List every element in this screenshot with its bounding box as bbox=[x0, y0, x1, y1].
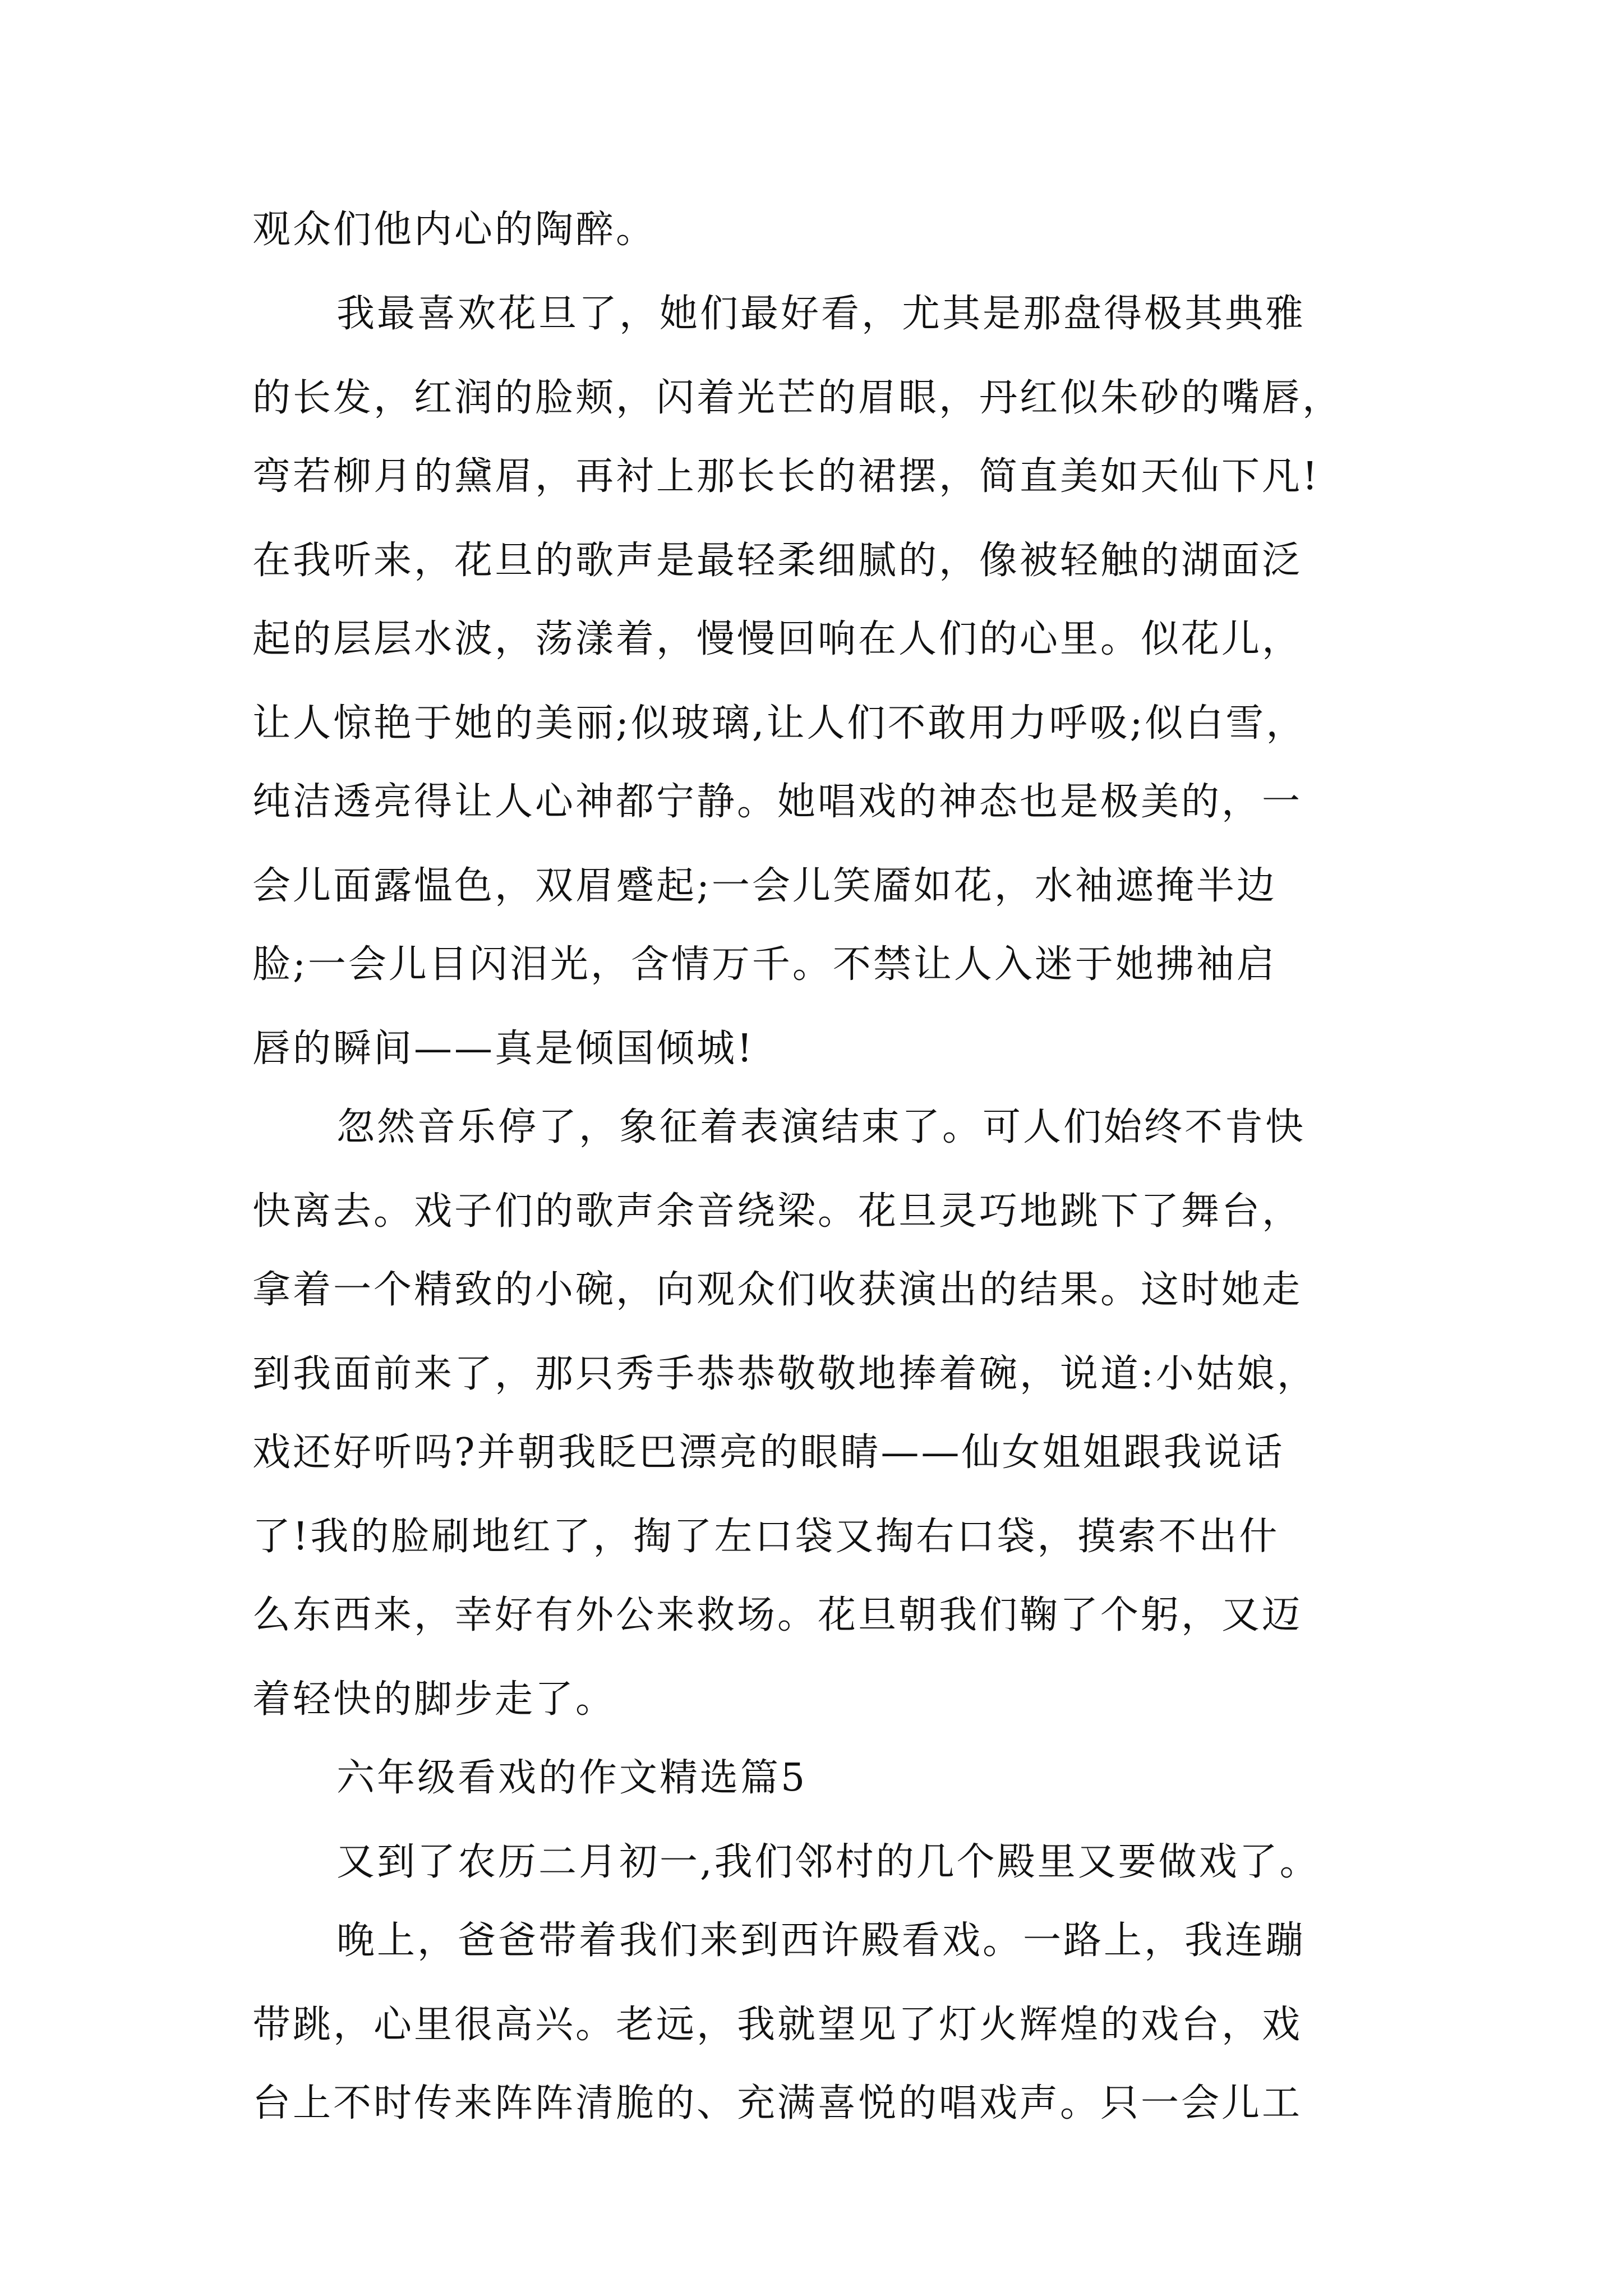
text-line: 弯若柳月的黛眉，再衬上那长长的裙摆，简直美如天仙下凡! bbox=[252, 454, 1320, 499]
paragraph-start: 忽然音乐停了，象征着表演结束了。可人们始终不肯快 bbox=[336, 1105, 1306, 1149]
text-line: 了!我的脸刷地红了，掏了左口袋又掏右口袋，摸索不出什 bbox=[252, 1515, 1280, 1559]
text-line: 带跳，心里很高兴。老远，我就望见了灯火辉煌的戏台，戏 bbox=[252, 2003, 1303, 2047]
text-line: 脸;一会儿目闪泪光，含情万千。不禁让人入迷于她拂袖启 bbox=[252, 942, 1277, 987]
text-line: 起的层层水波，荡漾着，慢慢回响在人们的心里。似花儿， bbox=[252, 617, 1303, 661]
text-line: 的长发，红润的脸颊，闪着光芒的眉眼，丹红似朱砂的嘴唇， bbox=[252, 376, 1343, 420]
paragraph-start: 我最喜欢花旦了，她们最好看，尤其是那盘得极其典雅 bbox=[336, 292, 1306, 336]
text-line: 戏还好听吗?并朝我眨巴漂亮的眼睛——仙女姐姐跟我说话 bbox=[252, 1430, 1285, 1475]
text-line: 观众们他内心的陶醉。 bbox=[252, 208, 657, 252]
text-line: 让人惊艳于她的美丽;似玻璃,让人们不敢用力呼吸;似白雪， bbox=[252, 701, 1307, 746]
paragraph-start: 晚上，爸爸带着我们来到西许殿看戏。一路上，我连蹦 bbox=[336, 1918, 1306, 1963]
text-line: 在我听来，花旦的歌声是最轻柔细腻的，像被轻触的湖面泛 bbox=[252, 539, 1303, 583]
text-line: 快离去。戏子们的歌声余音绕梁。花旦灵巧地跳下了舞台， bbox=[252, 1189, 1303, 1234]
text-line: 会儿面露愠色，双眉蹙起;一会儿笑靥如花，水袖遮掩半边 bbox=[252, 864, 1277, 908]
text-line: 拿着一个精致的小碗，向观众们收获演出的结果。这时她走 bbox=[252, 1268, 1303, 1312]
text-line: 唇的瞬间——真是倾国倾城! bbox=[252, 1027, 755, 1071]
section-heading: 六年级看戏的作文精选篇5 bbox=[336, 1756, 808, 1800]
text-line: 到我面前来了，那只秀手恭恭敬敬地捧着碗，说道:小姑娘， bbox=[252, 1352, 1317, 1396]
text-line: 台上不时传来阵阵清脆的、充满喜悦的唱戏声。只一会儿工 bbox=[252, 2081, 1303, 2125]
text-line: 纯洁透亮得让人心神都宁静。她唱戏的神态也是极美的，一 bbox=[252, 780, 1303, 824]
text-line: 着轻快的脚步走了。 bbox=[252, 1677, 616, 1722]
text-line: 么东西来，幸好有外公来救场。花旦朝我们鞠了个躬，又迈 bbox=[252, 1593, 1303, 1637]
paragraph-start: 又到了农历二月初一,我们邻村的几个殿里又要做戏了。 bbox=[336, 1840, 1320, 1884]
